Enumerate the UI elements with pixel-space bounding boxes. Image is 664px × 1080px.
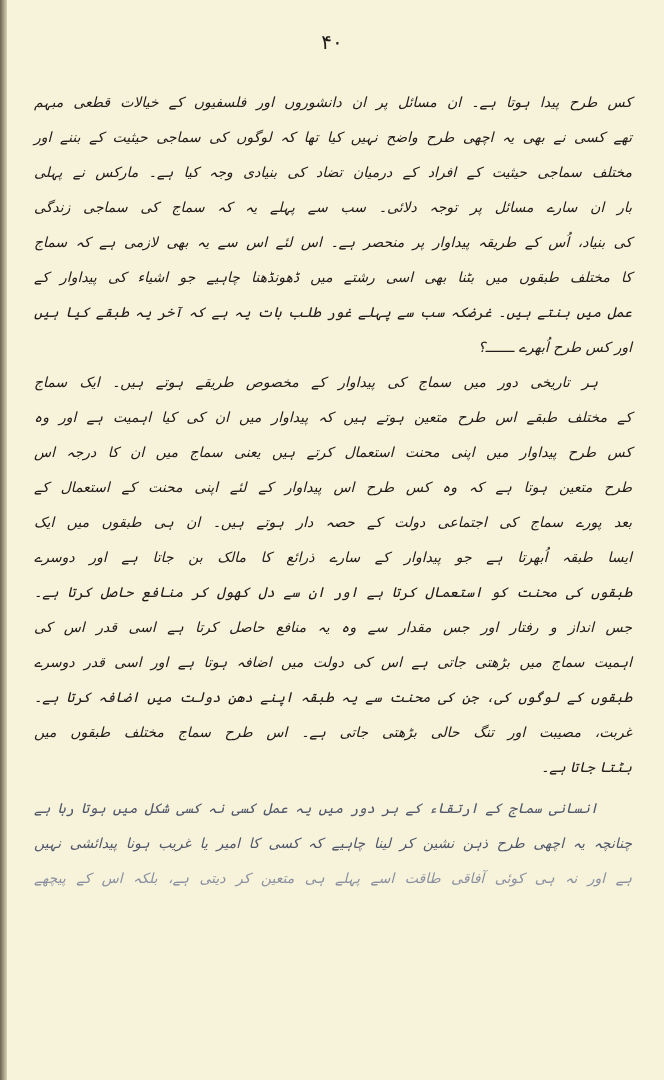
text-line: چنانچہ یہ اچھی طرح ذہن نشین کر لینا چاہیے کہ کسی کا امیر یا غریب ہونا پیدائشی نہیں bbox=[34, 836, 632, 852]
text-line: جس انداز و رفتار اور جس مقدار سے وہ یہ منافع حاصل کرتا ہے اسی قدر اس کی bbox=[34, 620, 632, 636]
text-line: بار ان سارے مسائل پر توجہ دلائی۔ سب سے پہلے یہ کہ سماج کی سماجی زندگی bbox=[34, 200, 632, 216]
page-number: ۴۰ bbox=[321, 30, 343, 54]
text-line: عمل میں بنتے ہیں۔ غرضکہ سب سے پہلے غور طلب بات یہ ہے کہ آخر یہ طبقے کیا ہیں bbox=[34, 305, 632, 321]
text-line: کے مختلف طبقے اس طرح متعین ہوتے ہیں کہ پیداوار میں ان کی کیا اہمیت ہے اور وہ bbox=[34, 410, 632, 426]
paragraph-start-line: انسانی سماج کے ارتقاء کے ہر دور میں یہ عمل کسی نہ کسی شکل میں ہوتا رہا ہے bbox=[34, 801, 598, 817]
text-line: بٹتا جاتا ہے۔ bbox=[541, 760, 632, 776]
text-line: مختلف سماجی حیثیت کے افراد کے درمیان تضاد کی بنیادی وجہ کیا ہے۔ مارکس نے پہلی bbox=[34, 165, 632, 181]
text-line: تھے کسی نے بھی یہ اچھی طرح واضح نہیں کیا تھا کہ لوگوں کی سماجی حیثیت کے بننے اور bbox=[34, 130, 632, 146]
text-line: طبقوں کے لوگوں کی، جن کی محنت سے یہ طبقہ اپنے دھن دولت میں اضافہ کرتا ہے۔ bbox=[34, 690, 632, 706]
text-line: کس طرح پیدا ہوتا ہے۔ ان مسائل پر ان دانشوروں اور فلسفیوں کے خیالات قطعی مبہم bbox=[34, 95, 632, 111]
text-line: طرح متعین ہوتا ہے کہ وہ کس طرح اس پیداوار کے لئے اپنی محنت کے استعمال کے bbox=[34, 480, 632, 496]
text-line: کس طرح پیداوار میں اپنی محنت استعمال کرتے ہیں یعنی سماج میں ان کا درجہ اس bbox=[34, 445, 632, 461]
text-line: کا مختلف طبقوں میں بٹنا بھی اسی رشتے میں ڈھونڈھنا چاہیے جو اشیاء کی پیداوار کے bbox=[34, 270, 632, 286]
text-line: اہمیت سماج میں بڑھتی جاتی ہے اس کی دولت میں اضافہ ہوتا ہے اور اسی قدر دوسرے bbox=[34, 655, 632, 671]
text-line: طبقوں کی محنت کو استعمال کرتا ہے اور ان سے دل کھول کر منافع حاصل کرتا ہے۔ bbox=[34, 585, 632, 601]
body-text bbox=[34, 86, 632, 897]
text-line: ہے اور نہ ہی کوئی آفاقی طاقت اسے پہلے ہی متعین کر دیتی ہے، بلکہ اس کے پیچھے bbox=[34, 871, 632, 887]
text-line: کی بنیاد، اُس کے طریقہ پیداوار پر منحصر ہے۔ اس لئے اس سے یہ بھی لازمی ہے کہ سماج bbox=[34, 235, 632, 251]
page-edge-shadow bbox=[0, 0, 7, 1080]
text-line: اور کس طرح اُبھرے ـــــــ؟ bbox=[478, 340, 632, 356]
paragraph-start-line: ہر تاریخی دور میں سماج کی پیداوار کے مخصوص طریقے ہوتے ہیں۔ ایک سماج bbox=[34, 375, 598, 391]
text-line: ایسا طبقہ اُبھرتا ہے جو پیداوار کے سارے ذرائع کا مالک بن جاتا ہے اور دوسرے bbox=[34, 550, 632, 566]
text-line: بعد پورے سماج کی اجتماعی دولت کے حصہ دار ہوتے ہیں۔ ان ہی طبقوں میں ایک bbox=[34, 515, 632, 531]
text-line: غربت، مصیبت اور تنگ حالی بڑھتی جاتی ہے۔ اس طرح سماج مختلف طبقوں میں bbox=[34, 725, 632, 741]
